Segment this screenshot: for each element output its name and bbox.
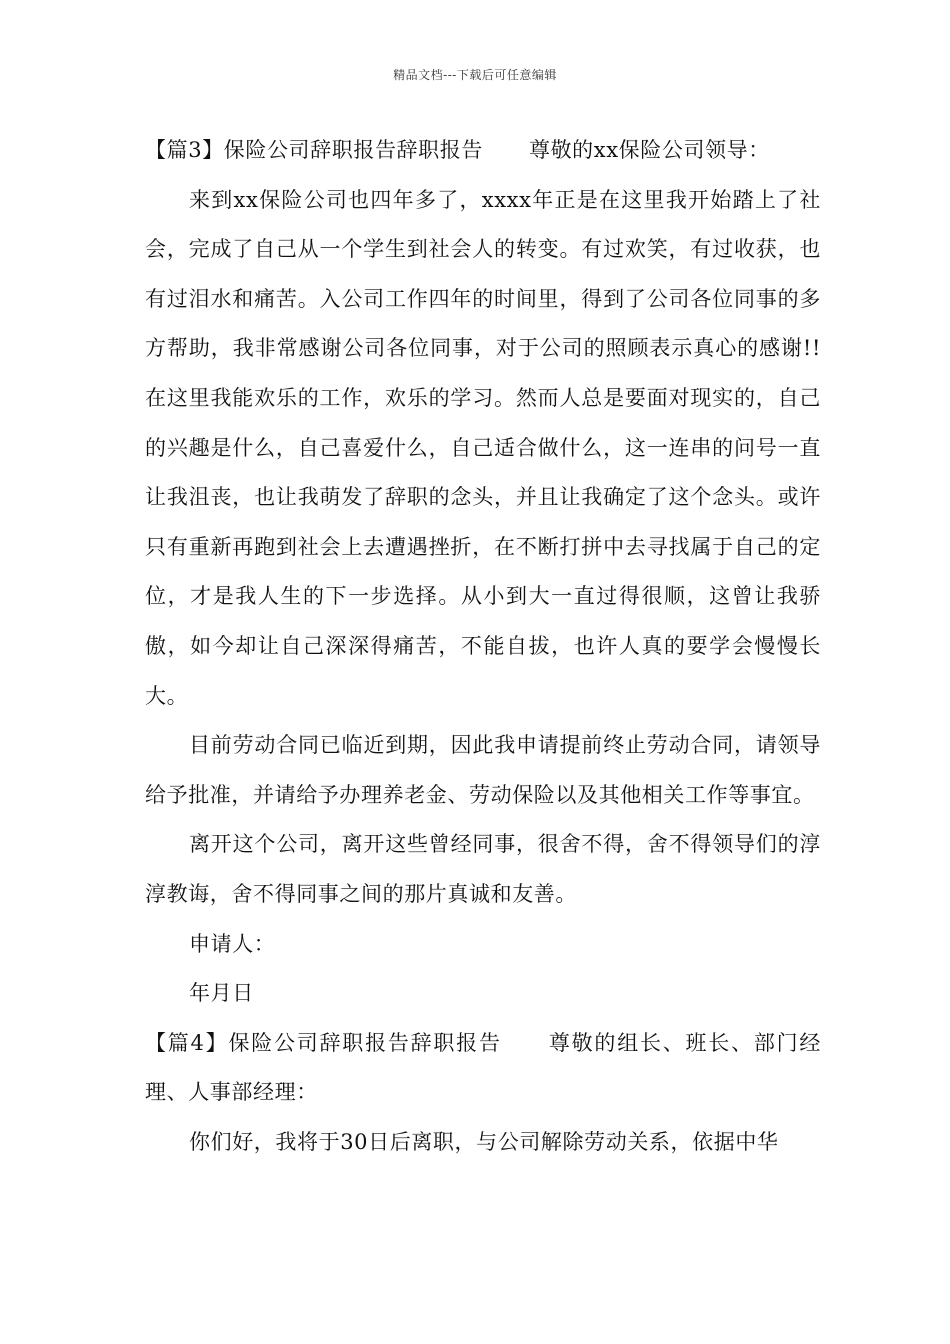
section-4-heading-line	[145, 1019, 821, 1118]
paragraph-1: 来到xx保险公司也四年多了，xxxx年正是在这里我开始踏上了社会，完成了自己从一个学生到社会人的转变。有过欢笑，有过收获，也有过泪水和痛苦。入公司工作四年的时间里，得到了公司各位同事的多方帮助，我非常感谢公司各位同事，对于公司的照顾表示真心的感谢!!在这里我能欢乐的工作，欢乐的学习。然而人总是要面对现实的，自己的兴趣是什么，自己喜爱什么，自己适合做什么，这一连串的问号一直让我沮丧，也让我萌发了辞职的念头，并且让我确定了这个念头。或许只有重新再跑到社会上去遭遇挫折，在不断打拼中去寻找属于自己的定位，才是我人生的下一步选择。从小到大一直过得很顺，这曾让我骄傲，如今却让自己深深得痛苦，不能自拔，也许人真的要学会慢慢长大。	[145, 187, 821, 708]
paragraph-2: 目前劳动合同已临近到期，因此我申请提前终止劳动合同，请领导给予批准，并请给予办理养老金、劳动保险以及其他相关工作等事宜。	[145, 733, 821, 807]
section-4-heading: 【篇4】保险公司辞职报告辞职报告	[145, 1030, 502, 1055]
applicant-label: 申请人：	[189, 931, 276, 956]
section-3-heading-line	[145, 126, 821, 176]
section-3-salutation: 尊敬的xx保险公司领导：	[528, 138, 770, 162]
section-4-salutation: 尊敬的组长、班长、部门经理、人事部经理：	[145, 1030, 821, 1105]
page-header: 精品文档---下载后可任意编辑	[393, 68, 557, 82]
paragraph-3: 离开这个公司，离开这些曾经同事，很舍不得，舍不得领导们的淳淳教诲，舍不得同事之间的那片真诚和友善。	[145, 832, 821, 906]
paragraph-4: 你们好，我将于30日后离职，与公司解除劳动关系，依据中华	[189, 1129, 779, 1154]
section-3-heading: 【篇3】保险公司辞职报告辞职报告	[145, 138, 483, 162]
document-body	[145, 126, 821, 1167]
date-label: 年月日	[189, 981, 254, 1006]
